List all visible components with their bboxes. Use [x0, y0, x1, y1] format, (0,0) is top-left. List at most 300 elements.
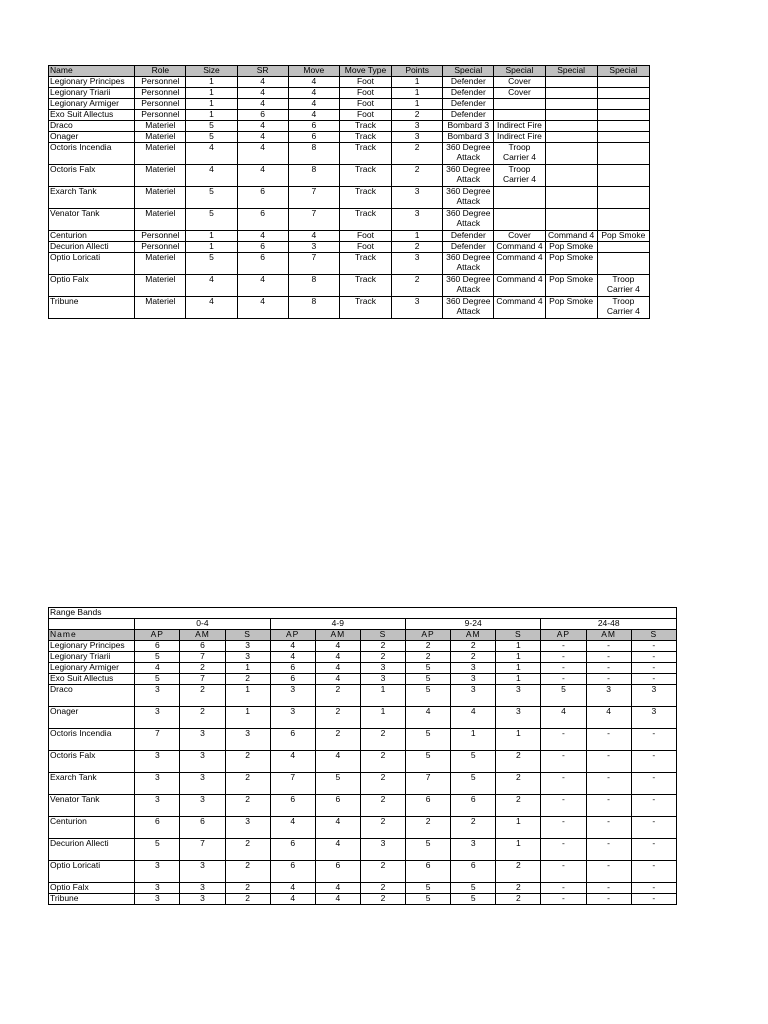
- table-cell: 2: [225, 861, 270, 883]
- table-cell: Bombard 3: [443, 121, 494, 132]
- table-cell: 360 Degree Attack: [443, 253, 494, 275]
- table-cell: [545, 99, 597, 110]
- table-cell: 1: [186, 242, 237, 253]
- range-header-cell: AM: [451, 630, 496, 641]
- table-cell: [545, 121, 597, 132]
- range-band-label: 4-9: [270, 619, 405, 630]
- table-cell: 3: [360, 663, 405, 674]
- table-cell: Command 4: [494, 242, 545, 253]
- table-cell: 5: [406, 685, 451, 707]
- table-cell: Foot: [339, 242, 391, 253]
- table-cell: 7: [288, 187, 339, 209]
- table-cell: 5: [406, 729, 451, 751]
- table-row: [49, 88, 650, 99]
- table-cell: 2: [225, 839, 270, 861]
- table-row: [49, 883, 677, 894]
- table-cell: -: [541, 652, 586, 663]
- table-cell: Troop Carrier 4: [597, 297, 649, 319]
- table-cell: [597, 253, 649, 275]
- table-cell: 1: [496, 674, 541, 685]
- table-cell: -: [631, 894, 676, 905]
- table-cell: [597, 99, 649, 110]
- table-cell: Pop Smoke: [545, 253, 597, 275]
- table-cell: 4: [237, 88, 288, 99]
- unit-name-cell: Octoris Incendia: [49, 729, 135, 751]
- table-cell: 4: [237, 165, 288, 187]
- units-header-row: [49, 66, 650, 77]
- table-cell: Pop Smoke: [545, 297, 597, 319]
- table-cell: 4: [315, 839, 360, 861]
- table-cell: 3: [180, 751, 225, 773]
- table-cell: 4: [237, 77, 288, 88]
- range-header-row: [49, 630, 677, 641]
- table-cell: 5: [406, 883, 451, 894]
- table-cell: -: [541, 773, 586, 795]
- table-cell: Track: [339, 187, 391, 209]
- table-cell: 3: [360, 674, 405, 685]
- table-cell: 360 Degree Attack: [443, 165, 494, 187]
- table-cell: 6: [270, 861, 315, 883]
- table-cell: 3: [288, 242, 339, 253]
- table-cell: -: [631, 883, 676, 894]
- table-cell: Personnel: [135, 77, 186, 88]
- table-cell: -: [631, 751, 676, 773]
- table-cell: [597, 110, 649, 121]
- table-cell: Command 4: [494, 275, 545, 297]
- table-cell: 2: [496, 883, 541, 894]
- range-bands-row: [49, 619, 677, 630]
- table-cell: 5: [541, 685, 586, 707]
- table-cell: 6: [315, 795, 360, 817]
- table-cell: Materiel: [135, 121, 186, 132]
- table-cell: 4: [237, 132, 288, 143]
- table-cell: Personnel: [135, 99, 186, 110]
- unit-name-cell: Optio Loricati: [49, 253, 135, 275]
- table-cell: 3: [631, 685, 676, 707]
- table-row: [49, 242, 650, 253]
- table-cell: 6: [270, 839, 315, 861]
- table-cell: Command 4: [545, 231, 597, 242]
- table-cell: Materiel: [135, 209, 186, 231]
- table-cell: -: [631, 773, 676, 795]
- table-cell: 2: [225, 751, 270, 773]
- table-row: [49, 297, 650, 319]
- table-cell: 1: [496, 663, 541, 674]
- table-cell: 3: [631, 707, 676, 729]
- units-header-cell: Role: [135, 66, 186, 77]
- table-cell: 3: [392, 297, 443, 319]
- table-cell: [597, 77, 649, 88]
- table-cell: 2: [180, 685, 225, 707]
- table-cell: 4: [186, 143, 237, 165]
- table-cell: 1: [392, 88, 443, 99]
- table-cell: [494, 209, 545, 231]
- table-cell: Personnel: [135, 231, 186, 242]
- table-cell: Track: [339, 165, 391, 187]
- table-row: [49, 663, 677, 674]
- table-cell: 2: [360, 773, 405, 795]
- table-cell: 1: [496, 641, 541, 652]
- table-cell: 8: [288, 143, 339, 165]
- table-cell: 3: [180, 861, 225, 883]
- table-cell: 1: [225, 663, 270, 674]
- table-cell: 3: [135, 795, 180, 817]
- range-header-cell: S: [225, 630, 270, 641]
- range-header-cell: S: [360, 630, 405, 641]
- table-cell: 2: [225, 773, 270, 795]
- table-row: [49, 143, 650, 165]
- table-cell: 6: [237, 110, 288, 121]
- unit-name-cell: Octoris Falx: [49, 165, 135, 187]
- table-cell: 1: [496, 729, 541, 751]
- units-table: [48, 65, 650, 319]
- table-cell: 3: [135, 773, 180, 795]
- table-row: [49, 685, 677, 707]
- table-row: [49, 795, 677, 817]
- units-header-cell: Move: [288, 66, 339, 77]
- table-cell: 3: [135, 894, 180, 905]
- table-cell: [545, 187, 597, 209]
- table-cell: -: [541, 729, 586, 751]
- table-cell: -: [586, 861, 631, 883]
- table-cell: 4: [315, 894, 360, 905]
- table-cell: 3: [270, 707, 315, 729]
- table-cell: 4: [315, 663, 360, 674]
- table-cell: 4: [237, 121, 288, 132]
- table-cell: -: [541, 751, 586, 773]
- table-cell: 2: [315, 707, 360, 729]
- table-cell: 1: [451, 729, 496, 751]
- table-cell: Foot: [339, 99, 391, 110]
- table-cell: -: [586, 795, 631, 817]
- table-cell: 2: [451, 817, 496, 839]
- unit-name-cell: Decurion Allecti: [49, 242, 135, 253]
- unit-name-cell: Legionary Triarii: [49, 88, 135, 99]
- table-cell: 2: [496, 894, 541, 905]
- range-band-label: 0-4: [135, 619, 270, 630]
- table-cell: -: [586, 773, 631, 795]
- table-cell: Defender: [443, 110, 494, 121]
- table-cell: 360 Degree Attack: [443, 143, 494, 165]
- table-cell: [597, 187, 649, 209]
- unit-name-cell: Onager: [49, 707, 135, 729]
- table-cell: 3: [392, 187, 443, 209]
- table-cell: 1: [186, 88, 237, 99]
- table-cell: 3: [180, 883, 225, 894]
- table-cell: 6: [270, 674, 315, 685]
- table-cell: -: [631, 861, 676, 883]
- unit-name-cell: Octoris Incendia: [49, 143, 135, 165]
- table-cell: 5: [135, 652, 180, 663]
- table-cell: [597, 132, 649, 143]
- table-cell: 3: [392, 132, 443, 143]
- unit-name-cell: Venator Tank: [49, 209, 135, 231]
- table-cell: Indirect Fire: [494, 121, 545, 132]
- table-cell: 4: [270, 751, 315, 773]
- table-cell: 2: [180, 663, 225, 674]
- table-cell: -: [631, 652, 676, 663]
- table-cell: 5: [186, 132, 237, 143]
- unit-name-cell: Legionary Principes: [49, 77, 135, 88]
- range-header-cell: AM: [315, 630, 360, 641]
- table-cell: 5: [186, 253, 237, 275]
- range-bands-table: [48, 607, 677, 905]
- table-cell: [545, 77, 597, 88]
- table-cell: -: [586, 883, 631, 894]
- table-cell: 1: [392, 77, 443, 88]
- table-cell: -: [541, 641, 586, 652]
- table-cell: 4: [586, 707, 631, 729]
- table-cell: 5: [406, 839, 451, 861]
- table-cell: [545, 132, 597, 143]
- table-cell: -: [631, 641, 676, 652]
- table-cell: -: [541, 674, 586, 685]
- table-cell: 3: [180, 729, 225, 751]
- table-row: [49, 641, 677, 652]
- table-cell: 4: [288, 231, 339, 242]
- table-cell: Troop Carrier 4: [597, 275, 649, 297]
- table-cell: 3: [135, 685, 180, 707]
- table-cell: Materiel: [135, 187, 186, 209]
- table-cell: 7: [270, 773, 315, 795]
- table-cell: 4: [288, 99, 339, 110]
- table-cell: 6: [180, 817, 225, 839]
- table-cell: [494, 99, 545, 110]
- table-cell: 2: [360, 817, 405, 839]
- table-cell: Track: [339, 121, 391, 132]
- table-cell: -: [541, 894, 586, 905]
- units-header-cell: Points: [392, 66, 443, 77]
- table-cell: 6: [451, 861, 496, 883]
- table-cell: 4: [237, 143, 288, 165]
- table-cell: Troop Carrier 4: [494, 143, 545, 165]
- table-row: [49, 729, 677, 751]
- table-row: [49, 209, 650, 231]
- table-cell: 3: [180, 894, 225, 905]
- table-cell: 2: [496, 861, 541, 883]
- table-cell: 2: [225, 894, 270, 905]
- table-cell: 8: [288, 297, 339, 319]
- units-header-cell: Special: [443, 66, 494, 77]
- table-cell: 8: [288, 165, 339, 187]
- table-cell: 6: [288, 121, 339, 132]
- table-cell: 4: [237, 297, 288, 319]
- table-cell: 360 Degree Attack: [443, 297, 494, 319]
- table-cell: Troop Carrier 4: [494, 165, 545, 187]
- table-cell: 4: [270, 641, 315, 652]
- table-cell: 6: [270, 663, 315, 674]
- range-caption: Range Bands: [49, 608, 677, 619]
- table-cell: 2: [315, 685, 360, 707]
- table-cell: 2: [360, 751, 405, 773]
- table-cell: 3: [451, 663, 496, 674]
- table-cell: -: [541, 795, 586, 817]
- table-cell: 3: [586, 685, 631, 707]
- units-header-cell: Special: [494, 66, 545, 77]
- table-cell: 4: [237, 275, 288, 297]
- table-cell: Materiel: [135, 165, 186, 187]
- table-cell: 2: [392, 275, 443, 297]
- table-cell: 5: [451, 751, 496, 773]
- unit-name-cell: Octoris Falx: [49, 751, 135, 773]
- table-cell: [494, 110, 545, 121]
- table-cell: [597, 209, 649, 231]
- table-cell: -: [586, 751, 631, 773]
- table-cell: Cover: [494, 77, 545, 88]
- table-cell: 5: [451, 883, 496, 894]
- table-cell: 2: [406, 652, 451, 663]
- table-cell: Personnel: [135, 88, 186, 99]
- table-cell: 2: [496, 751, 541, 773]
- table-cell: [597, 242, 649, 253]
- table-cell: Track: [339, 275, 391, 297]
- table-row: [49, 110, 650, 121]
- table-cell: 5: [406, 674, 451, 685]
- table-cell: Pop Smoke: [597, 231, 649, 242]
- table-cell: [597, 121, 649, 132]
- table-cell: -: [541, 663, 586, 674]
- table-cell: 6: [237, 187, 288, 209]
- table-cell: 4: [541, 707, 586, 729]
- table-cell: Defender: [443, 77, 494, 88]
- table-cell: 5: [451, 773, 496, 795]
- table-cell: 2: [225, 883, 270, 894]
- table-row: [49, 707, 677, 729]
- table-cell: 5: [406, 751, 451, 773]
- table-cell: Track: [339, 143, 391, 165]
- table-cell: Defender: [443, 88, 494, 99]
- table-cell: 4: [186, 165, 237, 187]
- range-header-cell: AP: [406, 630, 451, 641]
- table-cell: 5: [186, 187, 237, 209]
- table-row: [49, 99, 650, 110]
- table-row: [49, 773, 677, 795]
- units-body: [49, 77, 650, 319]
- table-cell: 4: [270, 894, 315, 905]
- table-cell: 2: [225, 795, 270, 817]
- table-cell: 4: [237, 231, 288, 242]
- table-cell: Pop Smoke: [545, 275, 597, 297]
- table-cell: 6: [451, 795, 496, 817]
- table-cell: -: [541, 817, 586, 839]
- table-cell: 4: [270, 883, 315, 894]
- table-cell: Pop Smoke: [545, 242, 597, 253]
- table-cell: 7: [406, 773, 451, 795]
- table-cell: 7: [135, 729, 180, 751]
- table-cell: -: [631, 663, 676, 674]
- table-cell: 6: [237, 253, 288, 275]
- table-cell: 3: [392, 253, 443, 275]
- table-cell: 5: [135, 674, 180, 685]
- table-cell: 3: [360, 839, 405, 861]
- table-cell: -: [631, 674, 676, 685]
- table-cell: [597, 165, 649, 187]
- table-cell: -: [586, 729, 631, 751]
- unit-name-cell: Decurion Allecti: [49, 839, 135, 861]
- table-cell: 4: [315, 883, 360, 894]
- table-cell: -: [631, 795, 676, 817]
- table-cell: 4: [237, 99, 288, 110]
- table-row: [49, 275, 650, 297]
- unit-name-cell: Centurion: [49, 231, 135, 242]
- table-cell: 3: [496, 685, 541, 707]
- table-row: [49, 894, 677, 905]
- unit-name-cell: Legionary Triarii: [49, 652, 135, 663]
- range-header-cell: AP: [135, 630, 180, 641]
- table-cell: 360 Degree Attack: [443, 209, 494, 231]
- table-cell: 4: [451, 707, 496, 729]
- table-cell: Indirect Fire: [494, 132, 545, 143]
- table-cell: 5: [135, 839, 180, 861]
- table-cell: -: [586, 663, 631, 674]
- table-cell: 6: [135, 817, 180, 839]
- range-header-cell: AM: [586, 630, 631, 641]
- table-cell: 3: [392, 209, 443, 231]
- unit-name-cell: Onager: [49, 132, 135, 143]
- table-cell: 1: [360, 685, 405, 707]
- table-row: [49, 187, 650, 209]
- table-cell: 4: [315, 652, 360, 663]
- table-cell: Cover: [494, 231, 545, 242]
- table-cell: 1: [225, 707, 270, 729]
- table-cell: 2: [392, 110, 443, 121]
- table-cell: Track: [339, 297, 391, 319]
- table-cell: Command 4: [494, 297, 545, 319]
- units-header-cell: Move Type: [339, 66, 391, 77]
- table-cell: Foot: [339, 88, 391, 99]
- table-cell: 4: [406, 707, 451, 729]
- table-cell: 360 Degree Attack: [443, 275, 494, 297]
- unit-name-cell: Exo Suit Allectus: [49, 110, 135, 121]
- table-cell: 1: [496, 839, 541, 861]
- table-cell: 1: [496, 817, 541, 839]
- table-cell: 1: [186, 99, 237, 110]
- table-cell: 1: [392, 99, 443, 110]
- range-body: [49, 608, 677, 905]
- table-cell: 7: [288, 253, 339, 275]
- range-header-cell: S: [631, 630, 676, 641]
- unit-name-cell: Exarch Tank: [49, 187, 135, 209]
- table-cell: 3: [451, 674, 496, 685]
- table-cell: 4: [186, 297, 237, 319]
- table-cell: 2: [360, 641, 405, 652]
- table-cell: 7: [288, 209, 339, 231]
- table-cell: 3: [135, 883, 180, 894]
- table-cell: 6: [237, 209, 288, 231]
- table-cell: 5: [406, 894, 451, 905]
- table-cell: 2: [360, 652, 405, 663]
- table-cell: [494, 187, 545, 209]
- table-cell: 2: [225, 674, 270, 685]
- table-row: [49, 751, 677, 773]
- table-cell: Foot: [339, 77, 391, 88]
- table-cell: 3: [180, 795, 225, 817]
- table-cell: 7: [180, 839, 225, 861]
- table-cell: Cover: [494, 88, 545, 99]
- range-band-label: 9-24: [406, 619, 541, 630]
- table-cell: [545, 110, 597, 121]
- table-cell: 4: [288, 77, 339, 88]
- unit-name-cell: Exarch Tank: [49, 773, 135, 795]
- table-row: [49, 231, 650, 242]
- table-cell: 5: [315, 773, 360, 795]
- table-row: [49, 839, 677, 861]
- table-cell: Materiel: [135, 297, 186, 319]
- table-cell: 2: [406, 817, 451, 839]
- table-cell: 4: [315, 751, 360, 773]
- table-cell: -: [631, 817, 676, 839]
- table-cell: Bombard 3: [443, 132, 494, 143]
